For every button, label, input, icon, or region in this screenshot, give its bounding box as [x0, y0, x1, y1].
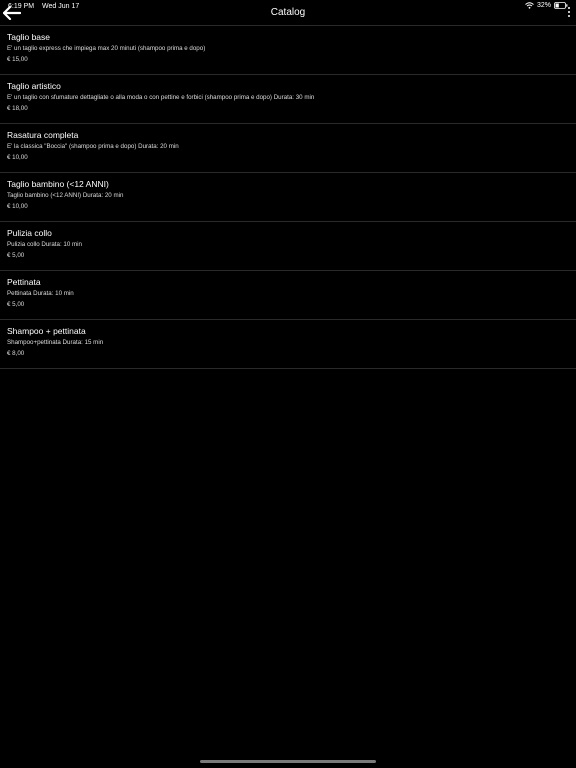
list-item[interactable]	[0, 173, 576, 222]
item-title: Pettinata	[7, 277, 41, 287]
item-title: Rasatura completa	[7, 130, 79, 140]
item-title: Taglio bambino (<12 ANNI)	[7, 179, 109, 189]
list-item[interactable]	[0, 271, 576, 320]
item-title: Taglio artistico	[7, 81, 61, 91]
list-item[interactable]	[0, 320, 576, 369]
wifi-icon	[525, 2, 534, 9]
item-price: € 10,00	[7, 203, 28, 210]
item-price: € 15,00	[7, 56, 28, 63]
item-price: € 8,00	[7, 350, 25, 357]
catalog-list	[0, 26, 576, 369]
item-description: Pulizia collo Durata: 10 min	[7, 241, 82, 248]
item-description: Taglio bambino (<12 ANNI) Durata: 20 min	[7, 192, 124, 199]
battery-icon	[554, 2, 568, 9]
item-title: Shampoo + pettinata	[7, 326, 86, 336]
item-title: Taglio base	[7, 32, 51, 42]
home-indicator[interactable]	[200, 760, 376, 763]
status-date: Wed Jun 17	[42, 3, 80, 10]
item-description: E' un taglio express che impiega max 20 minuti (shampoo prima e dopo)	[7, 45, 206, 52]
list-item[interactable]	[0, 222, 576, 271]
item-price: € 18,00	[7, 105, 28, 112]
item-description: E' un taglio con sfumature dettagliate o alla moda o con pettine e forbici (shampoo prima e dopo) Durata: 30 min	[7, 94, 315, 101]
list-item[interactable]	[0, 26, 576, 75]
item-price: € 10,00	[7, 154, 28, 161]
status-indicators	[525, 2, 568, 9]
item-description: Pettinata Durata: 10 min	[7, 290, 74, 297]
item-price: € 5,00	[7, 301, 25, 308]
battery-percent: 32%	[536, 2, 551, 9]
item-title: Pulizia collo	[7, 228, 52, 238]
status-bar	[0, 0, 576, 14]
status-time: 6:19 PM	[8, 3, 35, 10]
item-description: E' la classica "Boccia" (shampoo prima e dopo) Durata: 20 min	[7, 143, 179, 150]
list-item[interactable]	[0, 75, 576, 124]
page-title: Catalog	[270, 7, 306, 18]
list-item[interactable]	[0, 124, 576, 173]
item-description: Shampoo+pettinata Durata: 15 min	[7, 339, 104, 346]
item-price: € 5,00	[7, 252, 25, 259]
